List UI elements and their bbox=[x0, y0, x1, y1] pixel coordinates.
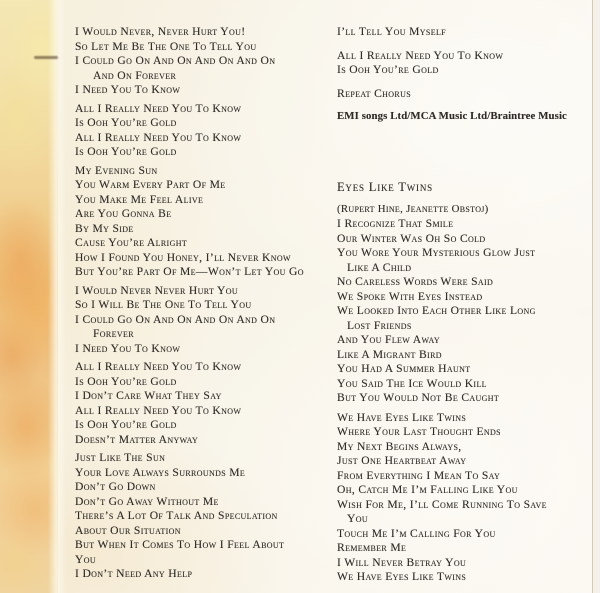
lyric-line: So I Will Be The One To Tell You bbox=[75, 298, 252, 311]
lyric-line: Touch Me I’m Calling For You bbox=[337, 526, 496, 540]
lyric-line: You Warm Every Part Of Me bbox=[75, 178, 226, 191]
lyric-line: Repeat Chorus bbox=[337, 86, 412, 100]
lyric-line: Our Winter Was Oh So Cold bbox=[337, 231, 486, 245]
lyric-line: I Need You To Know bbox=[75, 341, 181, 355]
lyric-line: Like A Migrant Bird bbox=[337, 347, 442, 361]
lyric-line: You Said The Ice Would Kill bbox=[337, 376, 487, 390]
scan-speckle bbox=[34, 56, 58, 59]
lyric-line: Don’t Go Away Without Me bbox=[75, 494, 219, 508]
lyric-block bbox=[75, 102, 347, 160]
lyric-line: Your Love Always Surrounds Me bbox=[75, 465, 246, 479]
lyric-line: Are You Gonna Be bbox=[75, 207, 172, 220]
lyric-line: There’s A Lot Of Talk And Speculation bbox=[75, 509, 278, 522]
lyric-line: You Make Me Feel Alive bbox=[75, 192, 204, 206]
lyric-line: All I Really Need You To Know bbox=[75, 101, 242, 115]
lyric-line: Oh, Catch Me I’m Falling Like You bbox=[337, 483, 518, 496]
lyric-block bbox=[337, 411, 595, 585]
lyric-line: About Our Situation bbox=[75, 523, 181, 537]
lyric-block bbox=[337, 25, 595, 40]
lyric-line: No Careless Words Were Said bbox=[337, 275, 494, 288]
texture-fade-edge bbox=[48, 0, 66, 593]
lyric-block bbox=[75, 284, 347, 357]
lyric-line: My Evening Sun bbox=[75, 163, 158, 177]
lyric-line: I’ll Tell You Myself bbox=[337, 25, 446, 38]
lyrics-left-column bbox=[75, 25, 347, 586]
lyric-line: By My Side bbox=[75, 221, 134, 235]
lyric-line: And You Flew Away bbox=[337, 333, 441, 346]
lyric-line: You bbox=[347, 512, 368, 525]
lyric-line: And On Forever bbox=[93, 68, 177, 82]
lyric-line: Is Ooh You’re Gold bbox=[75, 374, 177, 388]
lyric-line: I Don’t Need Any Help bbox=[75, 567, 193, 580]
lyric-line: Is Ooh You’re Gold bbox=[75, 116, 177, 129]
lyric-line: From Everything I Mean To Say bbox=[337, 468, 501, 482]
lyric-line: Where Your Last Thought Ends bbox=[337, 425, 501, 438]
lyric-line: Lost Friends bbox=[347, 318, 412, 332]
lyric-line: I Don’t Care What They Say bbox=[75, 389, 222, 402]
lyric-line: Is Ooh You’re Gold bbox=[75, 145, 177, 158]
lyric-line: We Spoke With Eyes Instead bbox=[337, 289, 483, 303]
lyric-line: You Wore Your Mysterious Glow Just bbox=[337, 246, 536, 259]
lyric-line: My Next Begins Always, bbox=[337, 439, 462, 453]
lyric-line: Forever bbox=[93, 327, 134, 340]
song-ending-blocks bbox=[337, 25, 595, 101]
song-title: Eyes Like Twins bbox=[337, 180, 433, 194]
lyrics-right-column bbox=[337, 25, 595, 590]
lyric-line: All I Really Need You To Know bbox=[337, 48, 504, 62]
lyric-line: We Looked Into Each Other Like Long bbox=[337, 304, 536, 317]
lyric-line: Just Like The Sun bbox=[75, 451, 166, 464]
lyric-line: We Have Eyes Like Twins bbox=[337, 570, 467, 583]
lyric-line: Doesn’t Matter Anyway bbox=[75, 432, 199, 446]
lyric-block bbox=[75, 164, 347, 280]
lyric-line: I Recognize That Smile bbox=[337, 217, 454, 230]
lyric-line: We Have Eyes Like Twins bbox=[337, 410, 467, 424]
lyric-line: Wish For Me, I’ll Come Running To Save bbox=[337, 497, 547, 511]
lyric-line: All I Really Need You To Know bbox=[75, 360, 242, 373]
lyric-line: Remember Me bbox=[337, 541, 407, 554]
lyric-line: But You’re Part Of Me—Won’t Let You Go bbox=[75, 265, 304, 278]
lyric-line: I Could Go On And On And On And On bbox=[75, 54, 276, 67]
lyric-line: I Could Go On And On And On And On bbox=[75, 312, 276, 326]
lyric-line: Just One Heartbeat Away bbox=[337, 454, 467, 467]
lyric-line: I Would Never, Never Hurt You! bbox=[75, 25, 246, 38]
lyric-line: So Let Me Be The One To Tell You bbox=[75, 39, 257, 53]
lyric-line: Is Ooh You’re Gold bbox=[337, 63, 439, 76]
lyric-line: I Will Never Betray You bbox=[337, 555, 467, 569]
lyric-line: Cause You’re Alright bbox=[75, 236, 188, 249]
lyric-line: But When It Comes To How I Feel About bbox=[75, 538, 285, 551]
lyric-block bbox=[75, 360, 347, 447]
lyric-line: I Need You To Know bbox=[75, 83, 181, 96]
lyric-line: I Would Never Never Hurt You bbox=[75, 283, 239, 297]
lyric-line: All I Really Need You To Know bbox=[75, 130, 242, 144]
lyric-block bbox=[337, 217, 595, 406]
lyric-block bbox=[75, 25, 347, 98]
song-lyrics-blocks bbox=[337, 217, 595, 585]
lyric-line: All I Really Need You To Know bbox=[75, 403, 242, 417]
lyric-line: Like A Child bbox=[347, 260, 412, 274]
lyric-line: Don’t Go Down bbox=[75, 480, 156, 493]
lyric-line: But You Would Not Be Caught bbox=[337, 391, 500, 404]
lyric-line: You Had A Summer Haunt bbox=[337, 362, 471, 375]
lyric-block bbox=[75, 451, 347, 582]
lyric-block bbox=[337, 87, 595, 102]
lyric-line: How I Found You Honey, I’ll Never Know bbox=[75, 250, 291, 264]
lyric-line: Is Ooh You’re Gold bbox=[75, 418, 177, 431]
lyric-block bbox=[337, 49, 595, 78]
lyric-line: You bbox=[75, 552, 96, 566]
publisher-credit: EMI songs Ltd/MCA Music Ltd/Braintree Music bbox=[337, 110, 567, 122]
songwriter-credit: (Rupert Hine, Jeanette Obstoj) bbox=[337, 203, 489, 215]
